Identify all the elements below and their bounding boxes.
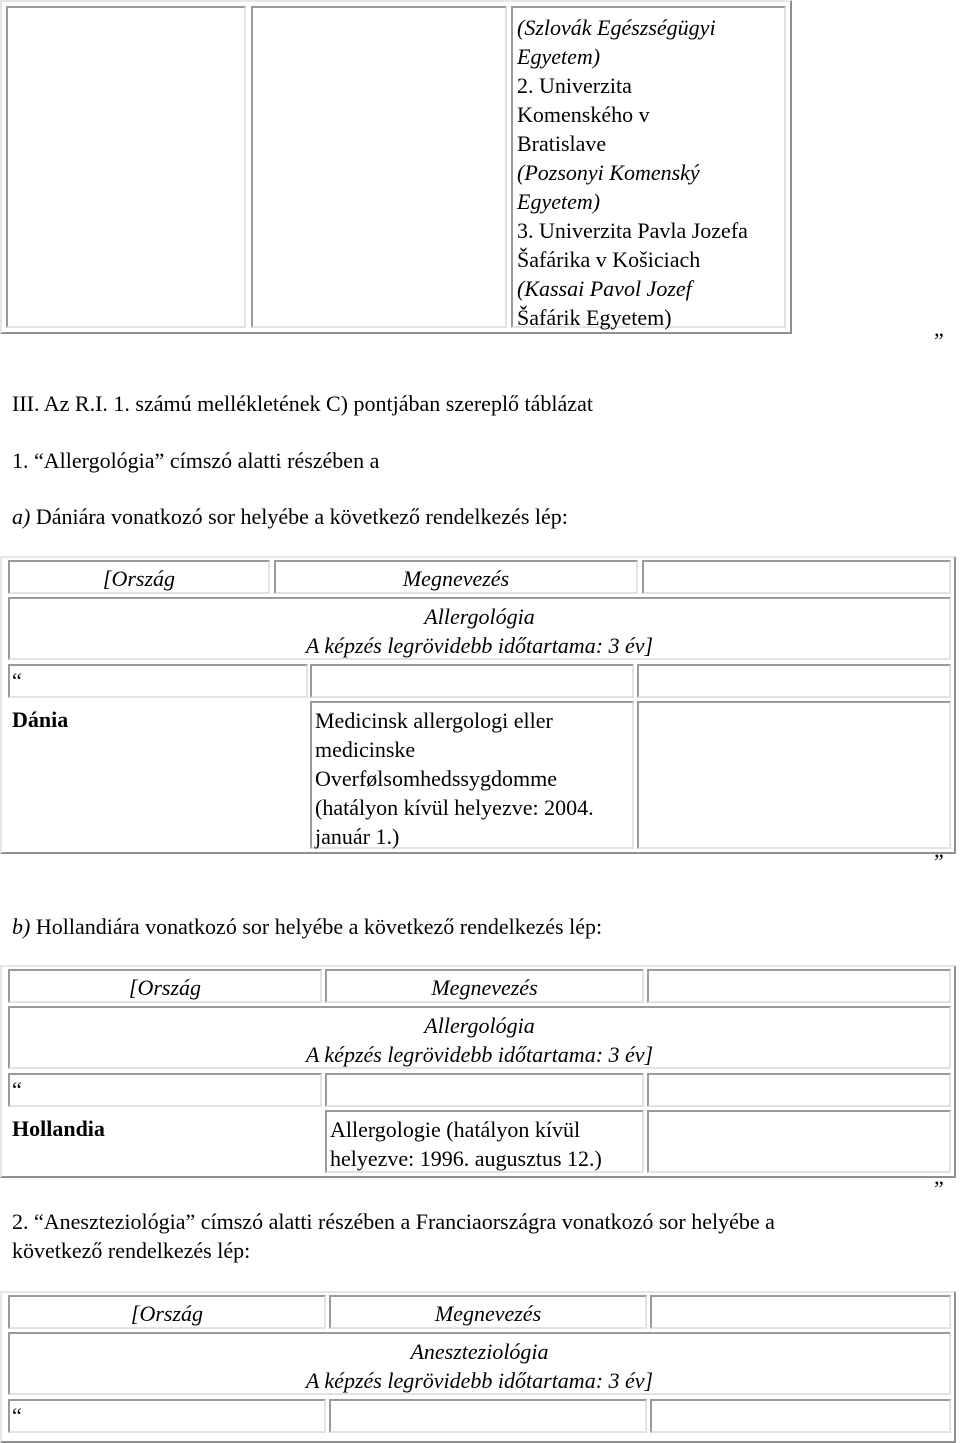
name-line: (hatályon kívül helyezve: 2004. xyxy=(315,795,594,820)
closing-quote: ” xyxy=(934,1176,944,1201)
table-a-specialty-row xyxy=(8,597,951,660)
duration-text: A képzés legrövidebb időtartama: 3 év] xyxy=(305,1042,654,1067)
item-b-text: Hollandiára vonatkozó sor helyébe a következő rendelkezés lép: xyxy=(30,914,603,939)
table-b-header-empty xyxy=(647,969,951,1003)
table-b-empty-1 xyxy=(8,1073,322,1107)
country-netherlands: Hollandia xyxy=(12,1116,105,1141)
country-denmark: Dánia xyxy=(12,707,69,732)
item-2-heading xyxy=(12,1207,775,1265)
name-line: Allergologie (hatályon kívül xyxy=(330,1117,581,1142)
university-line: (Kassai Pavol Jozef xyxy=(517,276,692,301)
specialty-text: Aneszteziológia xyxy=(410,1339,549,1364)
closing-quote: ” xyxy=(934,849,944,874)
table-a-header-empty xyxy=(642,560,951,594)
top-table-cell-3 xyxy=(511,6,786,328)
table-b-empty-3 xyxy=(647,1073,951,1107)
name-line: Medicinsk allergologi eller xyxy=(315,708,553,733)
opening-quote: “ xyxy=(12,668,22,693)
table-a-name-header xyxy=(274,560,638,594)
opening-quote: “ xyxy=(12,1077,22,1102)
table-c-name-header xyxy=(329,1295,647,1329)
table-a-empty-3 xyxy=(637,664,951,698)
table-a-country-header xyxy=(8,560,270,594)
table-b-country-header xyxy=(8,969,322,1003)
table-c-country-header xyxy=(8,1295,326,1329)
table-c-header-empty xyxy=(650,1295,951,1329)
item-a-text: Dániára vonatkozó sor helyébe a következő rendelkezés lép: xyxy=(30,504,568,529)
table-a-empty-4 xyxy=(637,701,951,849)
country-header-text: [Ország xyxy=(128,975,202,1000)
country-header-text: [Ország xyxy=(102,566,176,591)
item-b-label: b) xyxy=(12,914,31,939)
table-c-empty-3 xyxy=(650,1399,951,1433)
table-b-name-cell xyxy=(325,1110,644,1173)
specialty-text: Allergológia xyxy=(424,604,535,629)
item-2-line: következő rendelkezés lép: xyxy=(12,1238,251,1263)
name-header-text: Megnevezés xyxy=(402,566,510,591)
name-line: Overfølsomhedssygdomme xyxy=(315,766,557,791)
university-line: (Szlovák Egészségügyi xyxy=(517,15,716,40)
university-line: Komenského v xyxy=(517,102,650,127)
university-line: 2. Univerzita xyxy=(517,73,632,98)
university-line: Egyetem) xyxy=(517,44,601,69)
item-a-heading xyxy=(12,502,568,531)
name-line: január 1.) xyxy=(315,824,400,849)
name-line: medicinske xyxy=(315,737,416,762)
table-b-empty-4 xyxy=(647,1110,951,1173)
top-table-cell-2 xyxy=(251,6,507,328)
university-line: 3. Univerzita Pavla Jozefa xyxy=(517,218,748,243)
item-b-heading xyxy=(12,912,602,941)
name-line: helyezve: 1996. augusztus 12.) xyxy=(330,1146,602,1171)
item-2-line: 2. “Aneszteziológia” címszó alatti részében a Franciaországra vonatkozó sor helyébe a xyxy=(12,1209,775,1234)
closing-quote: ” xyxy=(934,328,944,353)
duration-text: A képzés legrövidebb időtartama: 3 év] xyxy=(305,633,654,658)
university-line: Bratislave xyxy=(517,131,607,156)
item-1-heading: 1. “Allergológia” címszó alatti részében a xyxy=(12,448,380,473)
table-a-empty-2 xyxy=(310,664,634,698)
duration-text: A képzés legrövidebb időtartama: 3 év] xyxy=(305,1368,654,1393)
university-list xyxy=(517,13,748,332)
section-iii-heading: III. Az R.I. 1. számú mellékletének C) pontjában szereplő táblázat xyxy=(12,391,593,416)
university-line: Egyetem) xyxy=(517,189,601,214)
university-line: Šafárika v Košiciach xyxy=(517,247,701,272)
table-a-empty-1 xyxy=(8,664,308,698)
opening-quote: “ xyxy=(12,1403,22,1428)
university-line: Šafárik Egyetem) xyxy=(517,305,672,330)
university-line: (Pozsonyi Komenský xyxy=(517,160,700,185)
item-a-label: a) xyxy=(12,504,31,529)
table-c-empty-1 xyxy=(8,1399,326,1433)
table-b-empty-2 xyxy=(325,1073,644,1107)
country-header-text: [Ország xyxy=(130,1301,204,1326)
name-header-text: Megnevezés xyxy=(434,1301,542,1326)
table-b-name-header xyxy=(325,969,644,1003)
table-b-specialty-row xyxy=(8,1006,951,1069)
specialty-text: Allergológia xyxy=(424,1013,535,1038)
table-c-specialty-row xyxy=(8,1332,951,1395)
top-table-cell-1 xyxy=(6,6,246,328)
name-header-text: Megnevezés xyxy=(431,975,538,1000)
table-a-name-cell xyxy=(310,701,634,849)
table-c-empty-2 xyxy=(329,1399,647,1433)
